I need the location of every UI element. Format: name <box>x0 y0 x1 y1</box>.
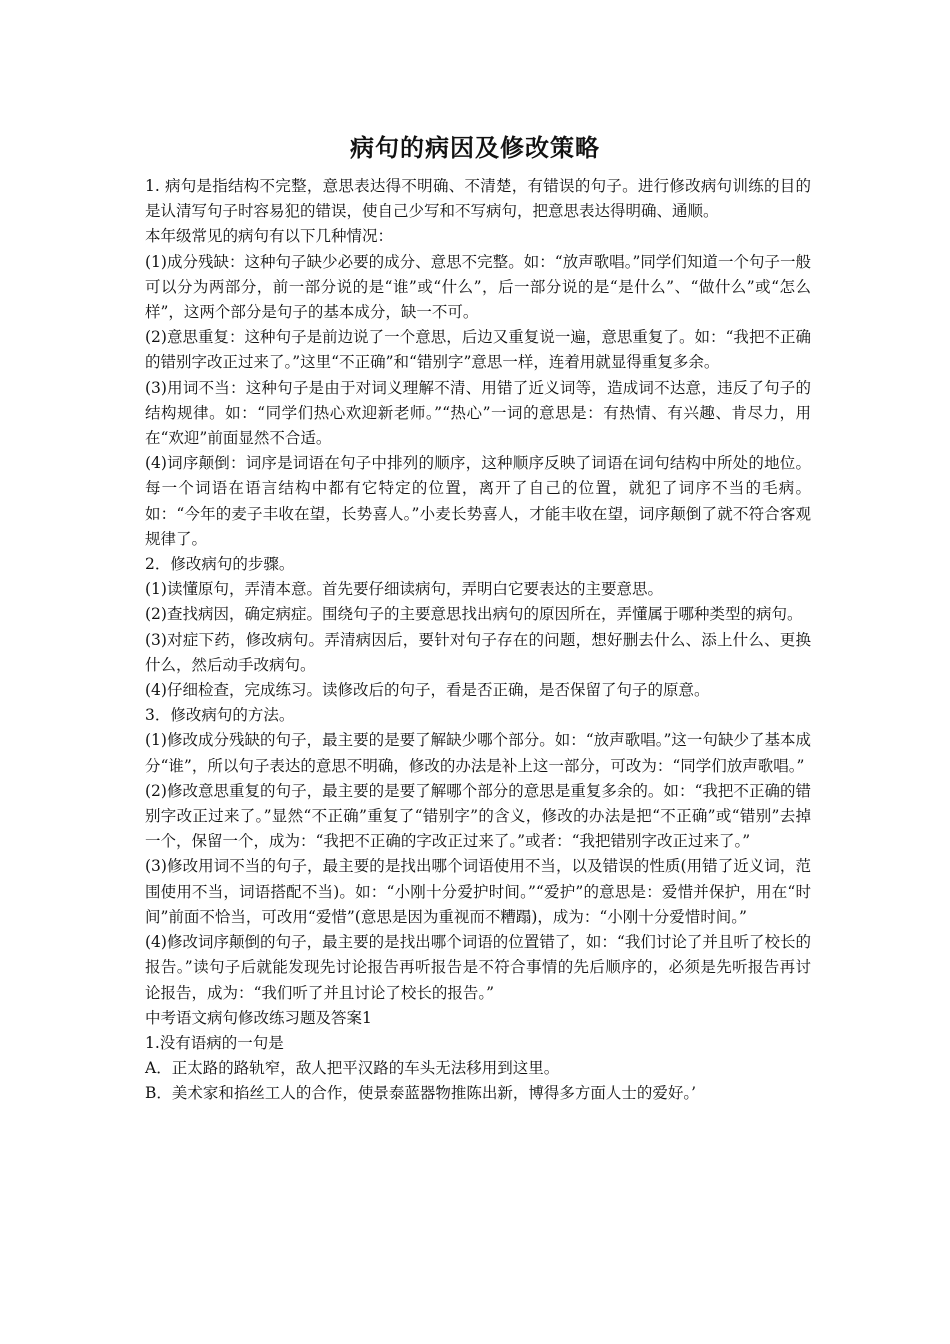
paragraph-improper-word: (3)用词不当：这种句子是由于对词义理解不清、用错了近义词等，造成词不达意，违反了句子的结构规律。如：“同学们热心欢迎新老师。”“热心”一词的意思是：有热情、有兴趣、肯尽力，用在“欢迎”前面显然不合适。 <box>145 378 811 448</box>
document-body <box>145 174 811 1107</box>
exercise-question-1: 1.没有语病的一句是 <box>145 1033 284 1052</box>
heading-steps: 2．修改病句的步骤。 <box>145 555 295 574</box>
paragraph-method-2: (2)修改意思重复的句子，最主要的是要了解哪个部分的意思是重复多余的。如：“我把不正确的错别字改正过来了。”显然“不正确”重复了“错别字”的含义，修改的办法是把“不正确”或“错别”去掉一个，保留一个，成为：“我把不正确的字改正过来了。”或者：“我把错别字改正过来了。” <box>145 781 811 851</box>
paragraph-step-4: (4)仔细检查，完成练习。读修改后的句子，看是否正确，是否保留了句子的原意。 <box>145 681 710 700</box>
exercise-option-b: B．美术家和掐丝工人的合作，使景泰蓝器物推陈出新，博得多方面人士的爱好。’ <box>145 1084 697 1103</box>
paragraph-method-1: (1)修改成分残缺的句子，最主要的是要了解缺少哪个部分。如：“放声歌唱。”这一句缺少了基本成分“谁”，所以句子表达的意思不明确，修改的办法是补上这一部分，可改为：“同学们放声歌唱。” <box>145 731 811 775</box>
exercise-option-a: A．正太路的路轨窄，敌人把平汉路的车头无法移用到这里。 <box>145 1059 560 1078</box>
paragraph-step-1: (1)读懂原句，弄清本意。首先要仔细读病句，弄明白它要表达的主要意思。 <box>145 580 663 599</box>
paragraph-missing-component: (1)成分残缺：这种句子缺少必要的成分、意思不完整。如：“放声歌唱。”同学们知道一个句子一般可以分为两部分，前一部分说的是“谁”或“什么”，后一部分说的是“是什么”、“做什么”或“怎么样”，这两个部分是句子的基本成分，缺一不可。 <box>145 252 811 322</box>
paragraph-method-4: (4)修改词序颠倒的句子，最主要的是找出哪个词语的位置错了，如：“我们讨论了并且听了校长的报告。”读句子后就能发现先讨论报告再听报告是不符合事情的先后顺序的，必须是先听报告再讨论报告，成为：“我们听了并且讨论了校长的报告。” <box>145 933 811 1002</box>
paragraph-method-3: (3)修改用词不当的句子，最主要的是找出哪个词语使用不当，以及错误的性质(用错了近义词，范围使用不当，词语搭配不当)。如：“小刚十分爱护时间。”“爱护”的意思是：爱惜并保护，用在“时间”前面不恰当，可改用“爱惜”(意思是因为重视而不糟蹋)，成为：“小刚十分爱惜时间。” <box>145 857 811 926</box>
paragraph-step-3: (3)对症下药，修改病句。弄清病因后，要针对句子存在的问题，想好删去什么、添上什么、更换什么，然后动手改病句。 <box>145 630 811 674</box>
paragraph-step-2: (2)查找病因，确定病症。围绕句子的主要意思找出病句的原因所在，弄懂属于哪种类型的病句。 <box>145 605 803 624</box>
heading-methods: 3．修改病句的方法。 <box>145 706 295 725</box>
heading-exercises: 中考语文病句修改练习题及答案1 <box>145 1008 372 1027</box>
paragraph-definition: 1. 病句是指结构不完整，意思表达得不明确、不清楚，有错误的句子。进行修改病句训练的目的是认清写句子时容易犯的错误，使自己少写和不写病句，把意思表达得明确、通顺。 <box>145 177 811 221</box>
paragraph-repetition: (2)意思重复：这种句子是前边说了一个意思，后边又重复说一遍，意思重复了。如：“我把不正确的错别字改正过来了。”这里“不正确”和“错别字”意思一样，连着用就显得重复多余。 <box>145 328 811 372</box>
paragraph-word-order: (4)词序颠倒：词序是词语在句子中排列的顺序，这种顺序反映了词语在词句结构中所处的地位。每一个词语在语言结构中都有它特定的位置，离开了自己的位置，就犯了词序不当的毛病。如：“今年的麦子丰收在望，长势喜人。”小麦长势喜人，才能丰收在望，词序颠倒了就不符合客观规律了。 <box>145 454 811 548</box>
document-title: 病句的病因及修改策略 <box>350 133 600 162</box>
paragraph-common-types-intro: 本年级常见的病句有以下几种情况： <box>145 227 394 246</box>
